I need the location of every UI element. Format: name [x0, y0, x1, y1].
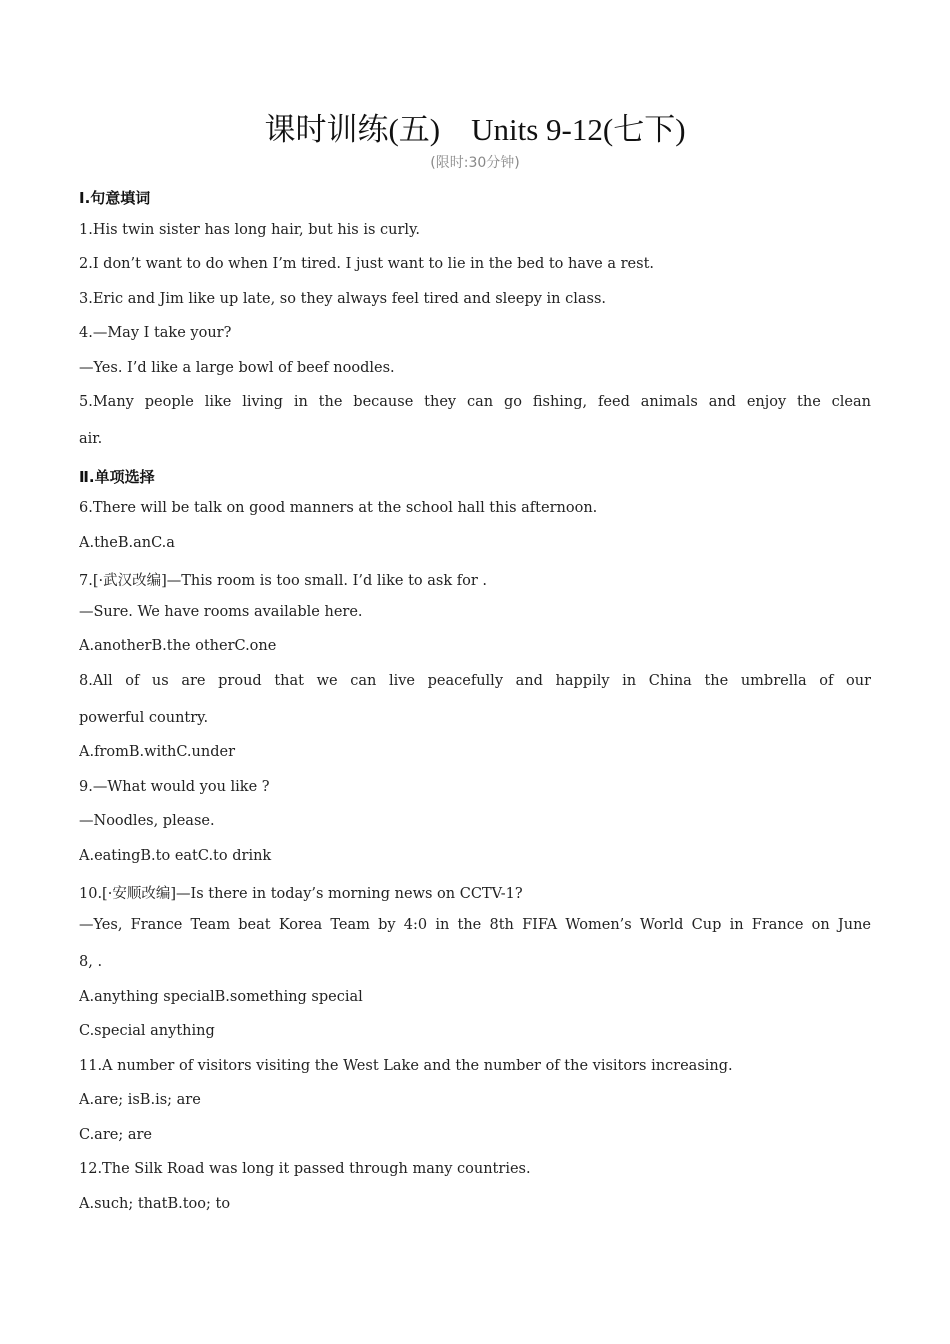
- question-line: 11.A number of visitors visiting the West Lake and the number of the visitors increasing.: [79, 1058, 733, 1074]
- question-line: 9.—What would you like ?: [79, 779, 270, 795]
- options-line: A.fromB.withC.under: [79, 744, 235, 760]
- options-line: C.are; are: [79, 1127, 152, 1143]
- question-line: 2.I don’t want to do when I’m tired. I just want to lie in the bed to have a rest.: [79, 256, 655, 272]
- options-line: A.eatingB.to eatC.to drink: [79, 848, 272, 864]
- options-line: A.anotherB.the otherC.one: [79, 638, 277, 654]
- question-line: 8.All of us are proud that we can live peacefully and happily in China the umbrella of our: [79, 673, 871, 689]
- options-line: A.theB.anC.a: [79, 535, 175, 551]
- options-line: A.are; isB.is; are: [79, 1092, 201, 1108]
- page-title: 课时训练(五) Units 9-12(七下): [264, 112, 686, 147]
- answer-line: —Sure. We have rooms available here.: [79, 604, 363, 620]
- options-line: A.anything specialB.something special: [79, 989, 363, 1005]
- answer-line: —Yes. I’d like a large bowl of beef noodles.: [79, 360, 395, 376]
- question-line: 3.Eric and Jim like up late, so they always feel tired and sleepy in class.: [79, 291, 607, 307]
- question-line-continued: air.: [79, 431, 103, 447]
- question-line: 1.His twin sister has long hair, but his is curly.: [79, 222, 420, 238]
- question-line: 5.Many people like living in the because they can go fishing, feed animals and enjoy the clean: [79, 394, 871, 410]
- time-limit-note: (限时:30分钟): [430, 155, 520, 171]
- question-line-continued: powerful country.: [79, 710, 209, 726]
- question-line: 4.—May I take your?: [79, 325, 232, 341]
- section-heading-1: Ⅰ.句意填词: [79, 189, 151, 207]
- options-line: A.such; thatB.too; to: [79, 1196, 231, 1212]
- question-line: 12.The Silk Road was long it passed through many countries.: [79, 1161, 531, 1177]
- answer-line: —Yes, France Team beat Korea Team by 4:0 in the 8th FIFA Women’s World Cup in France on June: [79, 917, 871, 933]
- question-line: 6.There will be talk on good manners at the school hall this afternoon.: [79, 500, 598, 516]
- answer-line: —Noodles, please.: [79, 813, 215, 829]
- section-heading-2: Ⅱ.单项选择: [79, 468, 155, 486]
- question-line: 10.[·安顺改编]—Is there in today’s morning news on CCTV-1?: [79, 886, 523, 902]
- question-line: 7.[·武汉改编]—This room is too small. I’d like to ask for .: [79, 573, 487, 589]
- options-line: C.special anything: [79, 1023, 215, 1039]
- answer-line-continued: 8, .: [79, 954, 103, 970]
